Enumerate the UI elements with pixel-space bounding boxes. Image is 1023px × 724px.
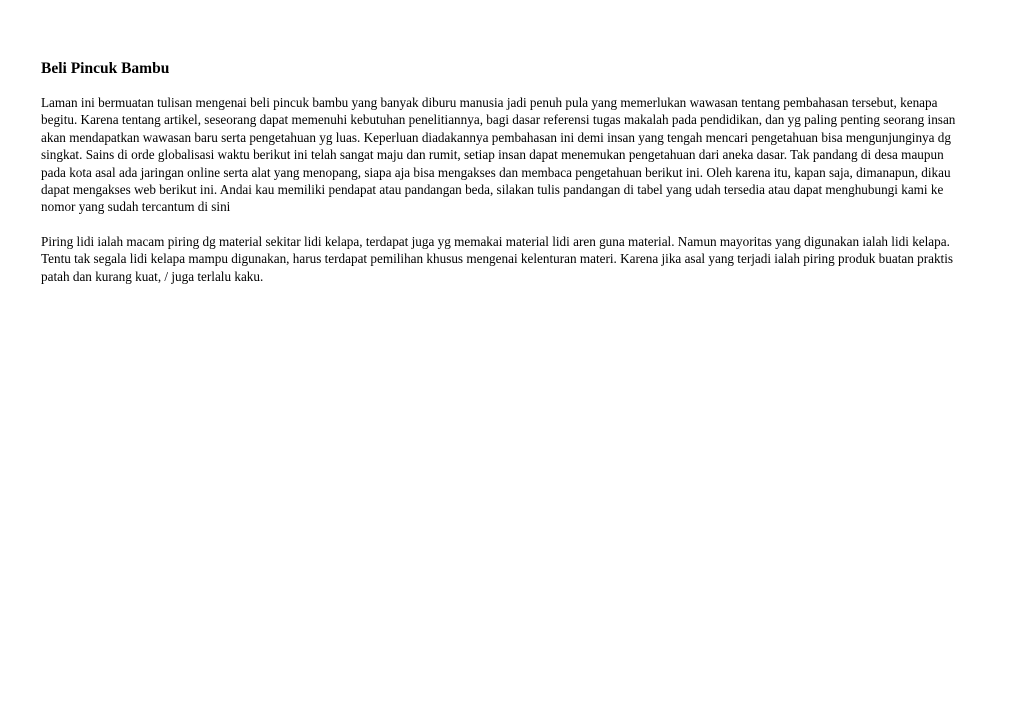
paragraph-piring-lidi: Piring lidi ialah macam piring dg material sekitar lidi kelapa, terdapat juga yg memakai material lidi aren guna material. Namun mayoritas yang digunakan ialah lidi kelapa. Tentu tak segala lidi kelapa mampu digunakan, harus terdapat pemilihan khusus mengenai kelenturan materi. Karena jika asal yang terjadi ialah piring produk buatan praktis patah dan kurang kuat, / juga terlalu kaku. [41,233,954,284]
document-page [41,58,971,285]
document-title: Beli Pincuk Bambu [41,60,170,77]
paragraph-intro: Laman ini bermuatan tulisan mengenai beli pincuk bambu yang banyak diburu manusia jadi penuh pula yang memerlukan wawasan tentang pembahasan tersebut, kenapa begitu. Karena tentang artikel, seseorang dapat memenuhi kebutuhan penelitiannya, bagi dasar referensi tugas makalah pada pendidikan, dan yg paling penting seorang insan akan mendapatkan wawasan baru serta pengetahuan yg luas. Keperluan diadakannya pembahasan ini demi insan yang tengah mencari pengetahuan bisa mengunjunginya dg singkat. Sains di orde globalisasi waktu berikut ini telah sangat maju dan rumit, setiap insan dapat menemukan pengetahuan dari aneka dasar. Tak pandang di desa maupun pada kota asal ada jaringan online serta alat yang menopang, siapa aja bisa mengakses dan membaca pengetahuan berikut ini. Oleh karena itu, kapan saja, dimanapun, dikau dapat mengakses web berikut ini. Andai kau memiliki pendapat atau pandangan beda, silakan tulis pandangan di tabel yang udah tersedia atau dapat menghubungi kami ke nomor yang sudah tercantum di sini [41,95,956,215]
